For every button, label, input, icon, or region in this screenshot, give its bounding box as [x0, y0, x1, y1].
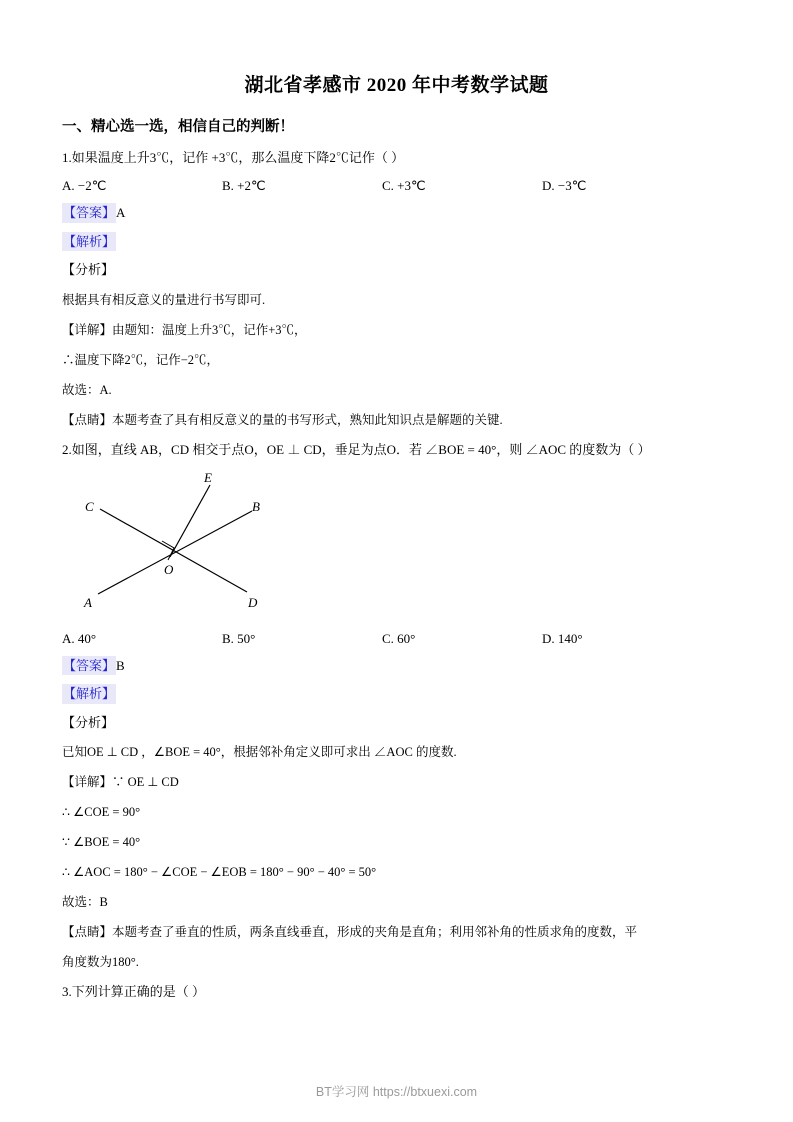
- question-2-line-3: ∴ ∠COE = 90°: [62, 805, 141, 820]
- answer-tag: 【答案】: [62, 203, 116, 223]
- question-1-answer: [62, 203, 731, 223]
- question-2-line-4: ∵ ∠BOE = 40°: [62, 835, 141, 850]
- question-1-line-5: 【点睛】本题考查了具有相反意义的量的书写形式，熟知此知识点是解题的关键.: [62, 412, 503, 427]
- question-1-line-4: 故选：A.: [62, 382, 112, 397]
- choice-b[interactable]: B. +2℃: [222, 178, 266, 194]
- question-1-explain: [62, 232, 731, 252]
- choice-c[interactable]: C. +3℃: [382, 178, 426, 194]
- answer-value: B: [116, 657, 125, 673]
- answer-tag: 【答案】: [62, 656, 116, 676]
- choice-a[interactable]: A. 40°: [62, 630, 97, 646]
- svg-text:O: O: [164, 561, 174, 577]
- footer-watermark: BT学习网 https://btxuexi.com: [315, 1085, 478, 1099]
- question-2-answer: [62, 656, 731, 676]
- question-2-line-6: 故选：B: [62, 895, 108, 910]
- svg-text:D: D: [248, 594, 258, 610]
- analysis-tag: 【分析】: [62, 262, 115, 278]
- question-2-line-8: 角度数为180°.: [62, 955, 139, 970]
- question-2-analysis: [62, 713, 731, 733]
- question-1-line-2: 【详解】由题知：温度上升3℃，记作+3℃，: [62, 322, 307, 337]
- choice-b[interactable]: B. 50°: [222, 630, 256, 646]
- question-1-analysis: [62, 260, 731, 280]
- question-2-line-1: 已知OE ⊥ CD ，∠BOE = 40°，根据邻补角定义即可求出 ∠AOC 的度数.: [62, 745, 457, 760]
- geometry-figure-svg: [62, 469, 402, 619]
- question-1-choices: [62, 178, 731, 194]
- svg-text:A: A: [84, 594, 92, 610]
- analysis-tag: 【分析】: [62, 714, 115, 730]
- question-2-choices: [62, 631, 731, 647]
- answer-value: A: [116, 205, 126, 221]
- page-title: 湖北省孝感市 2020 年中考数学试题: [244, 75, 549, 96]
- svg-text:E: E: [204, 469, 212, 485]
- intersecting-lines-diagram: [62, 469, 731, 621]
- question-1-stem: 1.如果温度上升3℃，记作 +3℃，那么温度下降2℃记作（ ）: [62, 150, 405, 165]
- question-2-line-5: ∴ ∠AOC = 180° − ∠COE − ∠EOB = 180° − 90° − 40° = 50°: [62, 865, 377, 880]
- question-2-stem: 2.如图，直线 AB，CD 相交于点O，OE ⊥ CD，垂足为点O．若 ∠BOE = 40°，则 ∠AOC 的度数为（ ）: [62, 441, 651, 457]
- explain-tag: 【解析】: [62, 684, 116, 704]
- choice-a[interactable]: A. −2℃: [62, 178, 107, 194]
- choice-c[interactable]: C. 60°: [382, 630, 416, 646]
- svg-text:B: B: [252, 498, 260, 514]
- question-1-line-1: 根据具有相反意义的量进行书写即可.: [62, 292, 266, 307]
- question-3-stem: 3.下列计算正确的是（ ）: [62, 984, 206, 1000]
- question-2-line-2: 【详解】∵ OE ⊥ CD: [62, 775, 179, 790]
- explain-tag: 【解析】: [62, 232, 116, 252]
- choice-d[interactable]: D. −3℃: [542, 178, 587, 194]
- choice-d[interactable]: D. 140°: [542, 630, 583, 646]
- question-2-explain: [62, 684, 731, 704]
- question-2-line-7: 【点睛】本题考查了垂直的性质，两条直线垂直，形成的夹角是直角；利用邻补角的性质求角的度数，平: [62, 925, 638, 940]
- svg-text:C: C: [85, 498, 94, 514]
- question-1-line-3: ∴温度下降2℃，记作−2℃，: [62, 352, 220, 367]
- section-heading: 一、精心选一选，相信自己的判断！: [62, 119, 294, 135]
